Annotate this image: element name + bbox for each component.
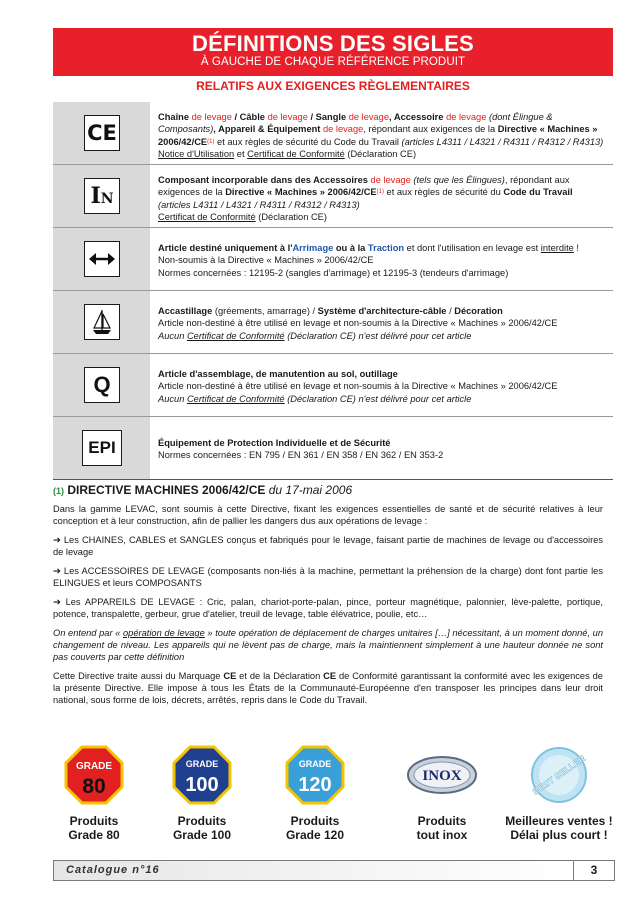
definition-row-epi xyxy=(53,417,613,480)
incorporable-icon: I N xyxy=(84,178,120,214)
svg-text:GRADE: GRADE xyxy=(75,761,113,772)
directive-bullet-appareils: ➔ Les APPAREILS DE LEVAGE : Cric, palan, chariot-porte-palan, pince, porteur magnétique, palonnier, lève-palette, portique, potence, transpalette, gerbeur, grue d'atelier, treuil de levage, table élévatrice, poulie, etc… xyxy=(53,597,603,619)
badge-grade-80: GRADE 80 Produits Grade 80 xyxy=(53,745,135,842)
directive-section xyxy=(53,484,603,713)
grade-120-icon xyxy=(285,745,345,805)
directive-title: (1) DIRECTIVE MACHINES 2006/42/CE du 17-mai 2006 xyxy=(53,483,353,497)
definition-row-ce xyxy=(53,102,613,165)
definitions-table xyxy=(53,102,613,480)
definition-row-q xyxy=(53,354,613,417)
page-number: 3 xyxy=(573,861,614,880)
svg-text:80: 80 xyxy=(82,775,106,798)
svg-text:GRADE: GRADE xyxy=(298,759,332,769)
directive-bullet-accessoires: ➔ Les ACCESSOIRES DE LEVAGE (composants non-liés à la machine, permettant la préhension de la charge) dont font partie les ELINGUES et leurs COMPOSANTS xyxy=(53,566,603,588)
badge-best-seller: BEST SELLER Meilleures ventes ! Délai plus court ! xyxy=(503,745,615,842)
section-subtitle: RELATIFS AUX EXIGENCES RÈGLEMENTAIRES xyxy=(196,79,470,93)
inox-logo-icon xyxy=(406,745,478,805)
definition-text-arrimage: Article destiné uniquement à l'Arrimage ou à la Traction et dont l'utilisation en levage est interdite ! Non-soumis à la Directive « Machines » 2006/42/CE Normes concernées : 12195-2 (sangles d'arrimage) et 12195-3 (tendeurs d'arrimage) xyxy=(158,243,580,278)
definition-text-epi: Équipement de Protection Individuelle et de Sécurité Normes concernées : EN 795 / EN 361 / EN 358 / EN 362 / EN 353-2 xyxy=(158,438,444,461)
definition-row-arrimage xyxy=(53,228,613,291)
definition-row-in xyxy=(53,165,613,228)
best-seller-icon xyxy=(529,745,589,805)
svg-text:GRADE: GRADE xyxy=(185,759,219,769)
sailboat-icon xyxy=(84,304,120,340)
definition-row-accastillage xyxy=(53,291,613,354)
page-footer xyxy=(53,860,615,881)
page-header xyxy=(53,28,613,76)
badge-grade-100: GRADE 100 Produits Grade 100 xyxy=(161,745,243,842)
svg-text:INOX: INOX xyxy=(422,768,462,784)
definition-text-ce: Chaîne de levage / Câble de levage / Sangle de levage, Accessoire de levage (dont Élingue & Composants), Appareil & Équipement de levage, répondant aux exigences de la Directive « Machines » 2006/42/CE$^{(1)}$ et aux règles de sécurité du Code du Travail (articles L4311 / L4321 / R4311 / R4312 / R4313) Notice d'Utilisation et Certificat de Conformité (Déclaration CE) xyxy=(158,112,604,160)
definition-text-accastillage: Accastillage (gréements, amarrage) / Système d'architecture-câble / Décoration Article non-destiné à être utilisé en levage et non-soumis à la Directive « Machines » 2006/42/CE Aucun Certificat de Conformité (Déclaration CE) n'est délivré pour cet article xyxy=(158,306,558,341)
svg-text:120: 120 xyxy=(298,774,332,796)
badge-inox: INOX Produits tout inox xyxy=(401,745,483,842)
directive-marking: Cette Directive traite aussi du Marquage CE et de la Déclaration CE de Conformité garantissant la conformité avec les exigences de la présente Directive. Elle impose à tous les États de la Communauté-Européenne d'en transposer les principes dans leur droit national, sous forme de lois, décrets, arrêtés, repris dans le Code du Travail. xyxy=(53,671,603,705)
page-subtitle: À GAUCHE DE CHAQUE RÉFÉRENCE PRODUIT xyxy=(200,56,466,68)
definition-text-in: Composant incorporable dans des Accessoires de levage (tels que les Élingues), répondant aux exigences de la Directive « Machines » 2006/42/CE$^{(1)}$ et aux règles de sécurité du Code du Travail (articles L4311 / L4321 / R4311 / R4312 / R4313) Certificat de Conformité (Déclaration CE) xyxy=(158,175,573,223)
definition-text-q: Article d'assemblage, de manutention au sol, outillage Article non-destiné à être utilisé en levage et non-soumis à la Directive « Machines » 2006/42/CE Aucun Certificat de Conformité (Déclaration CE) n'est délivré pour cet article xyxy=(158,369,558,404)
ce-mark-icon: CE xyxy=(84,115,120,151)
catalogue-label: Catalogue n°16 xyxy=(54,861,572,880)
badge-grade-120: GRADE 120 Produits Grade 120 xyxy=(274,745,356,842)
directive-paragraph: Dans la gamme LEVAC, sont soumis à cette Directive, fixant les exigences essentielles de santé et de sécurité relatives à leur conception et à leur construction, afin de pallier les dangers dus aux opérations de levage : xyxy=(53,504,603,526)
epi-icon: EPI xyxy=(82,430,122,466)
product-badges xyxy=(53,745,613,855)
grade-100-icon xyxy=(172,745,232,805)
directive-definition: On entend par « opération de levage » toute opération de déplacement de charges unitaires […] nécessitant, à un moment donné, un changement de niveau. Les appareils qui ne lèvent pas de charge, mais la maintiennent simplement à une hauteur donnée ne sont pas couverts par cette définition xyxy=(53,628,604,662)
directive-bullet-chaines: ➔ Les CHAINES, CABLES et SANGLES conçus et fabriqués pour le levage, faisant partie de machines de levage ou d'accessoires de levage xyxy=(53,535,603,557)
grade-80-icon xyxy=(64,745,124,805)
double-arrow-icon xyxy=(84,241,120,277)
handling-q-icon: Q xyxy=(84,367,120,403)
page-title: DÉFINITIONS DES SIGLES xyxy=(192,31,474,56)
svg-text:BEST SELLER: BEST SELLER xyxy=(530,753,588,797)
svg-text:100: 100 xyxy=(185,774,219,796)
